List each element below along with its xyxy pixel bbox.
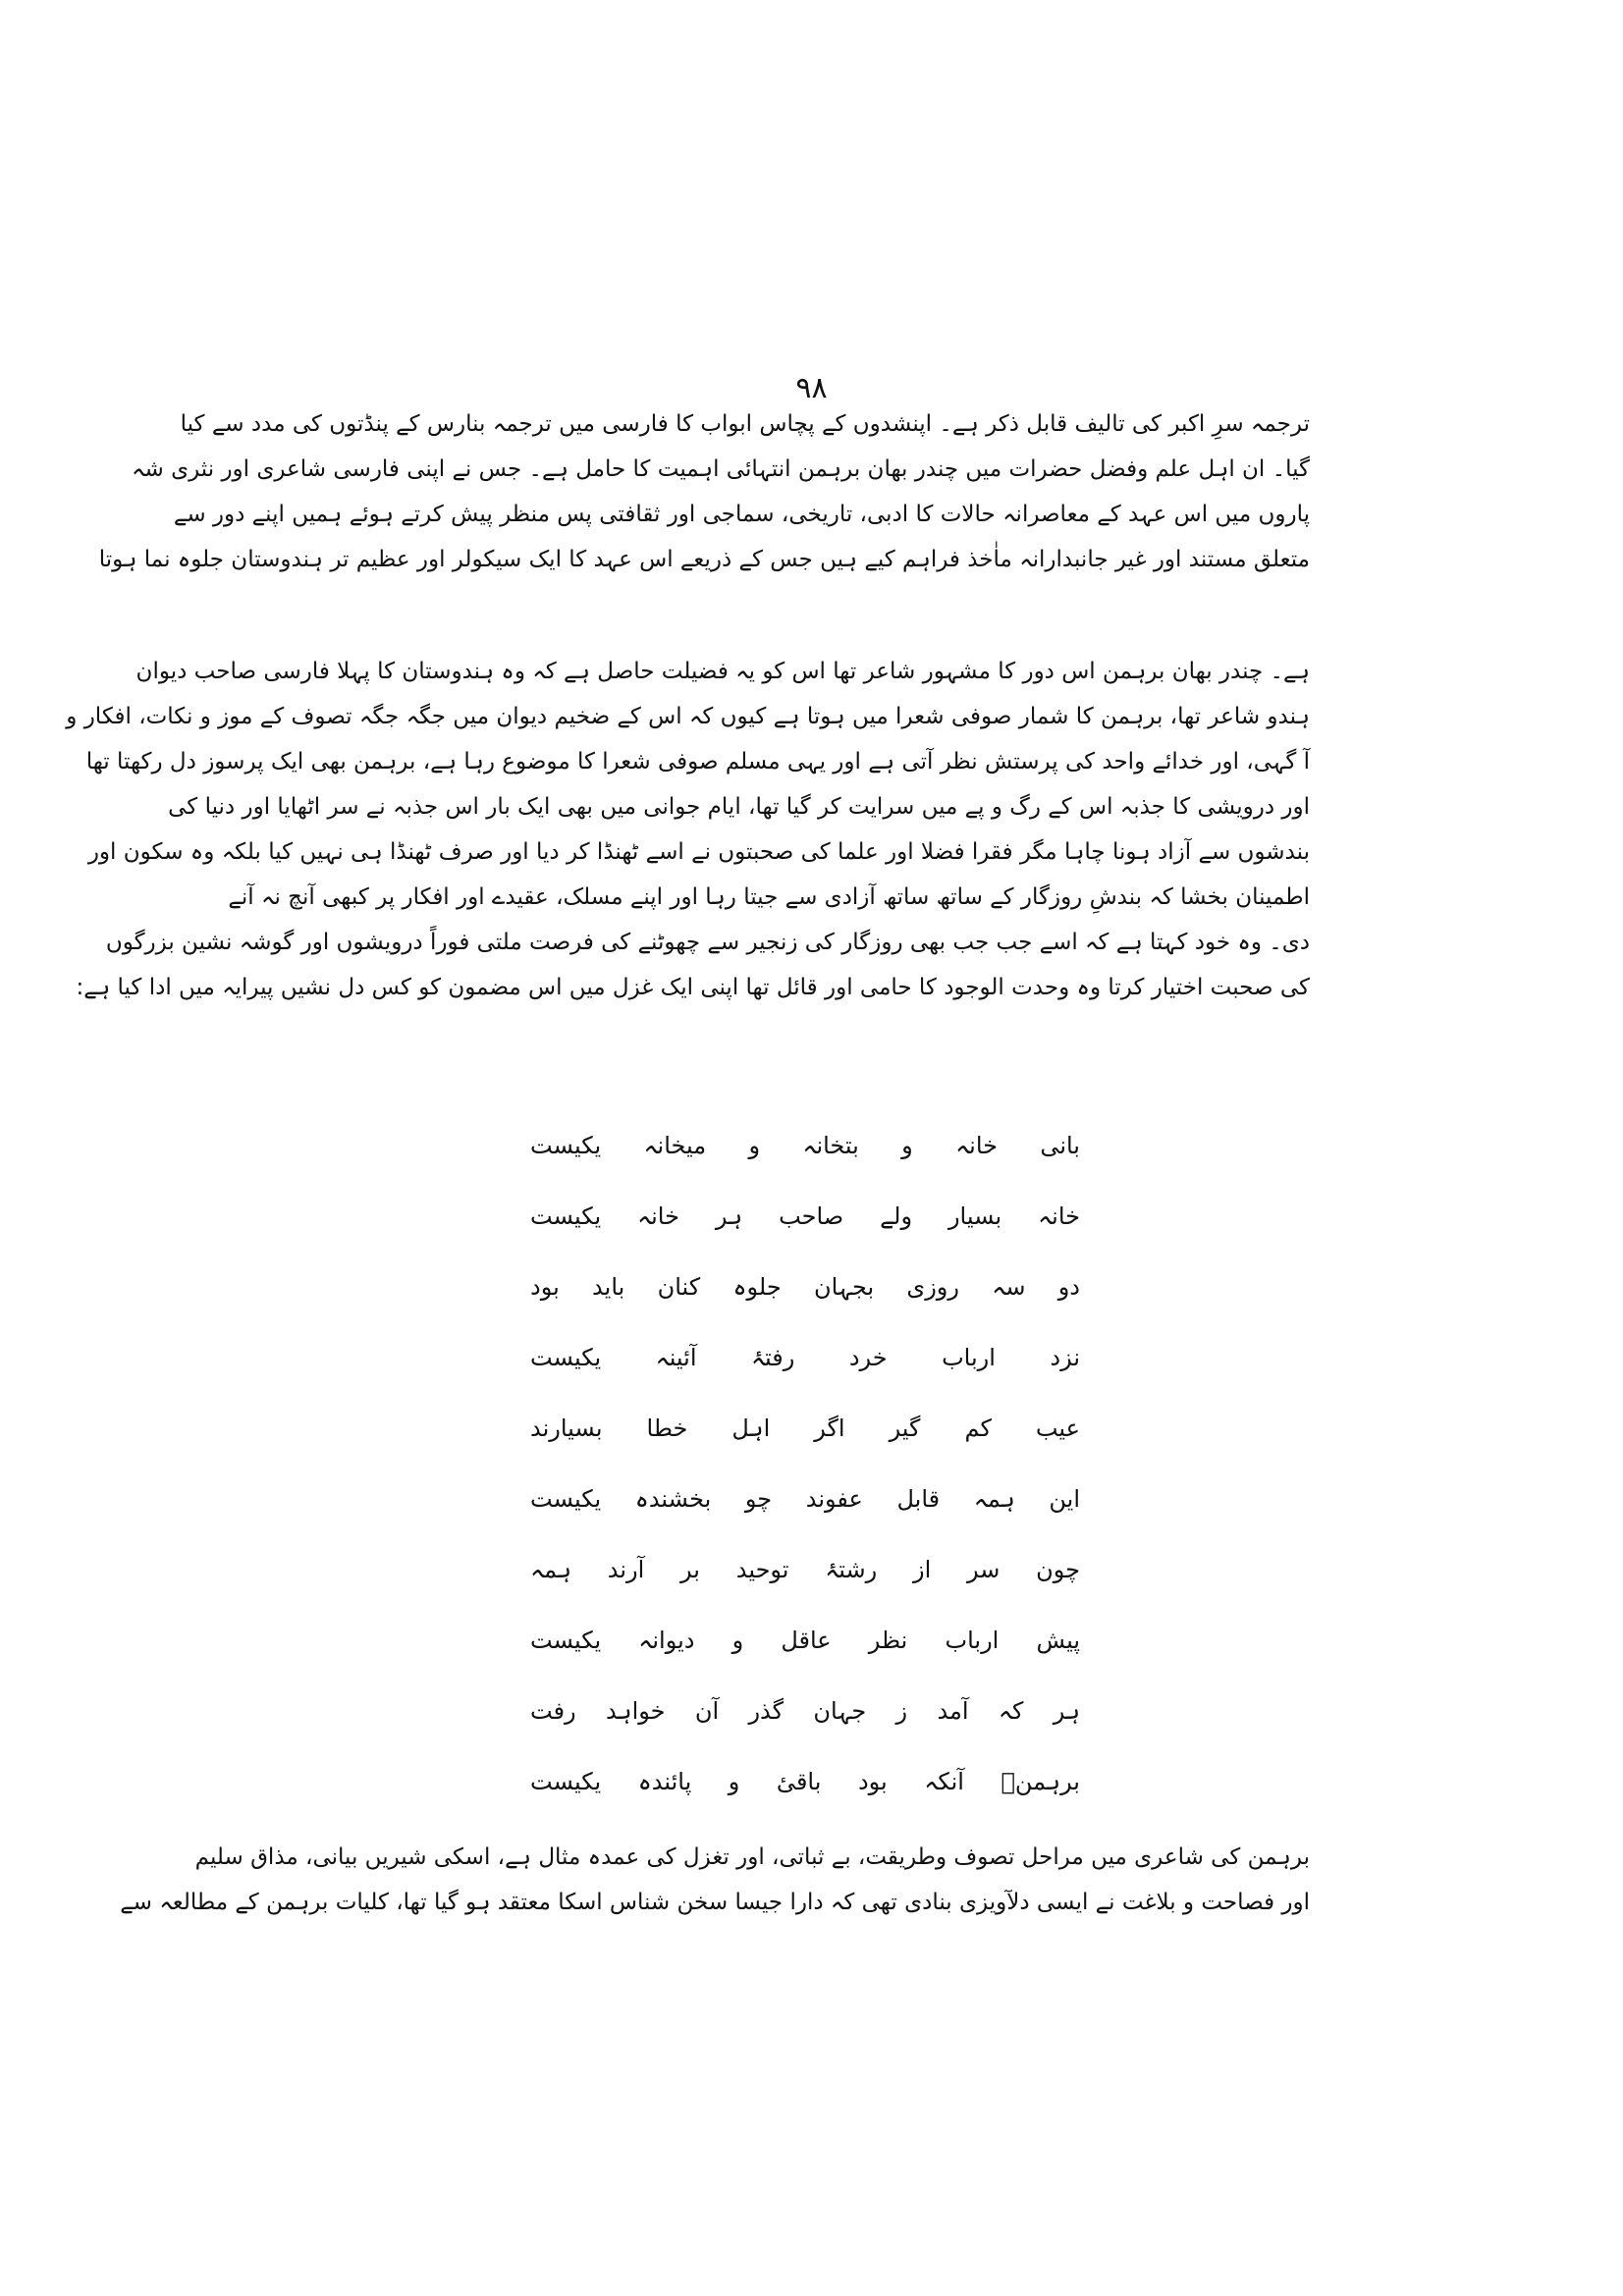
text-line: گیا۔ ان اہل علم وفضل حضرات میں چندر بھان برہمن انتہائی اہمیت کا حامل ہے۔ جس نے اپنی فارسی شاعری اور نثری شہ bbox=[132, 456, 1310, 482]
text-line: ہے۔ چندر بھان برہمن اس دور کا مشہور شاعر تھا اس کو یہ فضیلت حاصل ہے کہ وہ ہندوستان کا پہلا فارسی صاحب دیوان bbox=[135, 659, 1310, 684]
text-line: ترجمہ سرِ اکبر کی تالیف قابل ذکر ہے۔ اپنشدوں کے پچاس ابواب کا فارسی میں ترجمہ بنارس کے پنڈتوں کی مدد سے کیا bbox=[180, 411, 1310, 437]
verse-line: چون سر از رشتۂ توحید بر آرند ہمہ bbox=[530, 1556, 1080, 1583]
text-line: آ گہی، اور خدائے واحد کی پرستش نظر آتی ہے اور یہی مسلم صوفی شعرا کا موضوع رہا ہے، برہمن بھی ایک پرسوز دل رکھتا تھا bbox=[85, 749, 1310, 774]
text-line: ہندو شاعر تھا، برہمن کا شمار صوفی شعرا میں ہوتا ہے کیوں کہ اس کے ضخیم دیوان میں جگہ جگہ تصوف کے موز و نکات، افکار و bbox=[66, 704, 1310, 729]
verse-line: پیش ارباب نظر عاقل و دیوانہ یکیست bbox=[530, 1627, 1080, 1654]
verse-line: عیب کم گیر اگر اہل خطا بسیارند bbox=[530, 1415, 1080, 1442]
text-line: برہمن کی شاعری میں مراحل تصوف وطریقت، بے ثباتی، اور تغزل کی عمدہ مثال ہے، اسکی شیریں بیانی، مذاق سلیم bbox=[194, 1844, 1310, 1870]
verse-line: ہر کہ آمد ز جہان گذر آن خواہد رفت bbox=[530, 1697, 1080, 1725]
paragraph-2 bbox=[66, 650, 1310, 1011]
verse-line: دو سہ روزی بجہان جلوہ کنان باید بود bbox=[530, 1273, 1080, 1301]
text-line: اور فصاحت و بلاغت نے ایسی دلآویزی بنادی تھی کہ دارا جیسا سخن شناس اسکا معتقد ہو گیا تھا، کلیات برہمن کے مطالعہ سے bbox=[120, 1890, 1310, 1915]
text-line: پاروں میں اس عہد کے معاصرانہ حالات کا ادبی، تاریخی، سماجی اور ثقافتی پس منظر پیش کرتے ہوئے ہمیں اپنے دور سے bbox=[173, 502, 1310, 527]
paragraph-3 bbox=[120, 1836, 1310, 1926]
page-number: ۹۸ bbox=[795, 371, 828, 405]
verse-line: این ہمہ قابل عفوند چو بخشندہ یکیست bbox=[530, 1485, 1080, 1513]
verse-line: برہمنؔ آنکہ بود باقیٔ و پائندہ یکیست bbox=[530, 1768, 1080, 1795]
text-line: متعلق مستند اور غیر جانبدارانہ ماٰخذ فراہم کیے ہیں جس کے ذریعے اس عہد کا ایک سیکولر اور عظیم تر ہندوستان جلوہ نما ہوتا bbox=[98, 547, 1310, 572]
text-line: بندشوں سے آزاد ہونا چاہا مگر فقرا فضلا اور علما کی صحبتوں نے اسے ٹھنڈا کر دیا اور صرف ٹھنڈا ہی نہیں کیا بلکہ وہ سکون اور bbox=[87, 839, 1310, 865]
verse-line: بانی خانہ و بتخانہ و میخانہ یکیست bbox=[530, 1132, 1080, 1159]
text-line: دی۔ وہ خود کہتا ہے کہ اسے جب جب بھی روزگار کی زنجیر سے چھوٹنے کی فرصت ملتی فوراً درویشوں اور گوشہ نشین بزرگوں bbox=[105, 930, 1310, 955]
verse-line: خانہ بسیار ولے صاحب ہر خانہ یکیست bbox=[530, 1202, 1080, 1230]
text-line: کی صحبت اختیار کرتا وہ وحدت الوجود کا حامی اور قائل تھا اپنی ایک غزل میں اس مضمون کو کس دل نشیں پیرایہ میں ادا کیا ہے: bbox=[76, 975, 1310, 1000]
paragraph-1 bbox=[98, 402, 1310, 583]
text-line: اطمینان بخشا کہ بندشِ روزگار کے ساتھ ساتھ آزادی سے جیتا رہا اور اپنے مسلک، عقیدے اور افکار پر کبھی آنچ نہ آنے bbox=[228, 884, 1310, 910]
verse-line: نزد ارباب خرد رفتۂ آئینہ یکیست bbox=[530, 1344, 1080, 1371]
text-line: اور درویشی کا جذبہ اس کے رگ و پے میں سرایت کر گیا تھا، ایام جوانی میں بھی ایک بار اس جذبہ نے سر اٹھایا اور دنیا کی bbox=[168, 794, 1310, 820]
poem-verses bbox=[530, 1117, 1080, 1824]
